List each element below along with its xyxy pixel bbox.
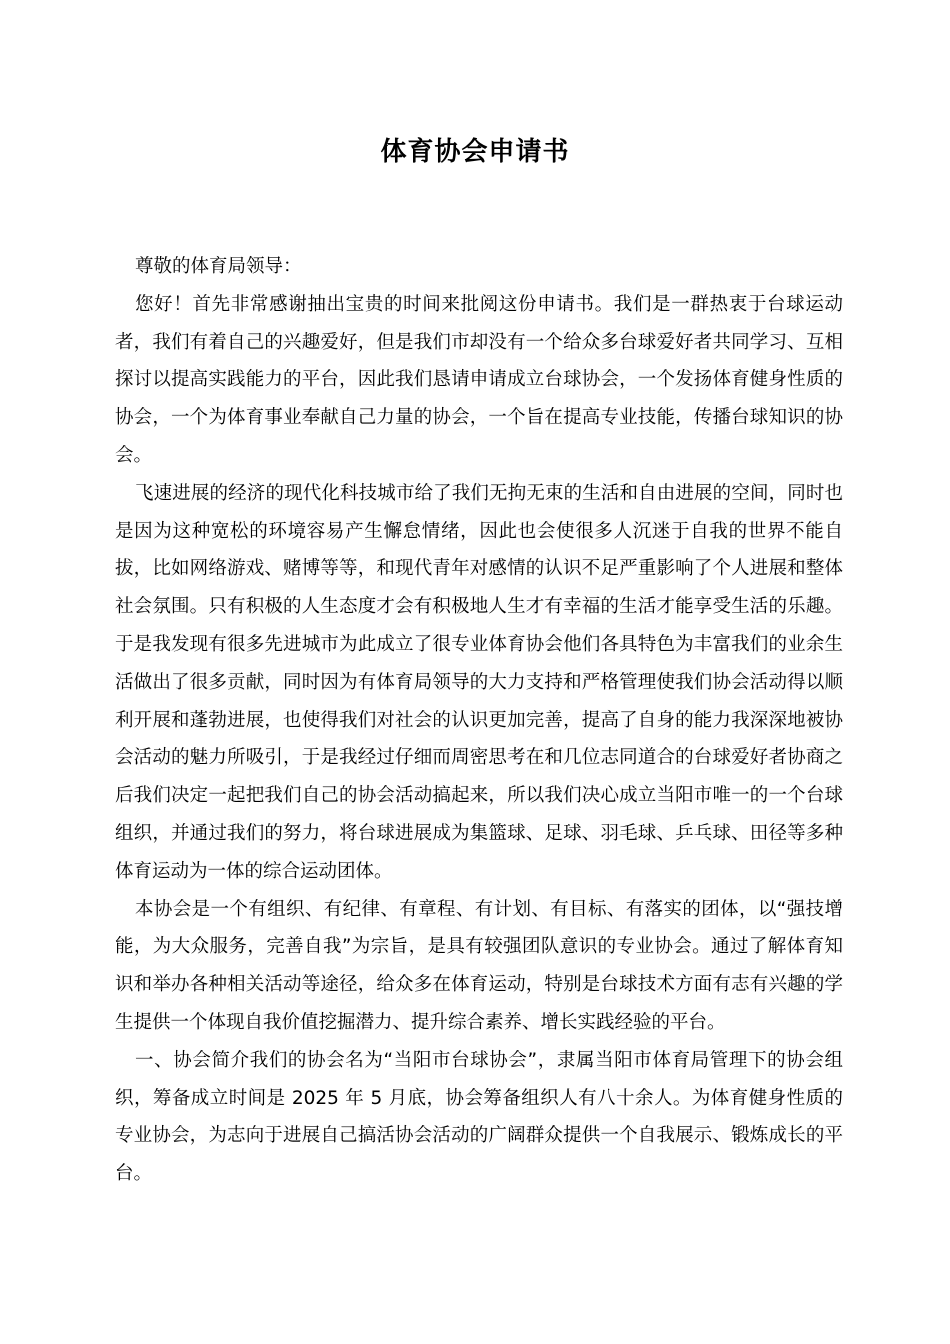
paragraph-background: 飞速进展的经济的现代化科技城市给了我们无拘无束的生活和自由进展的空间，同时也是因为这种宽松的环境容易产生懈怠情绪，因此也会使很多人沉迷于自我的世界不能自拔，比如网络游戏、赌博等等，和现代青年对感情的认识不足严重影响了个人进展和整体社会氛围。只有积极的人生态度才会有积极地人生才有幸福的生活才能享受生活的乐趣。于是我发现有很多先进城市为此成立了很专业体育协会他们各具特色为丰富我们的业余生活做出了很多贡献，同时因为有体育局领导的大力支持和严格管理使我们协会活动得以顺利开展和蓬勃进展，也使得我们对社会的认识更加完善，提高了自身的能力我深深地被协会活动的魅力所吸引，于是我经过仔细而周密思考在和几位志同道合的台球爱好者协商之后我们决定一起把我们自己的协会活动搞起来，所以我们决心成立当阳市唯一的一个台球组织，并通过我们的努力，将台球进展成为集篮球、足球、羽毛球、乒乓球、田径等多种体育运动为一体的综合运动团体。 [115, 482, 843, 882]
document-title: 体育协会申请书 [380, 137, 570, 167]
salutation: 尊敬的体育局领导： [135, 256, 302, 277]
paragraph-introduction: 一、协会简介我们的协会名为“当阳市台球协会”，隶属当阳市体育局管理下的协会组织，筹备成立时间是 2025 年 5 月底，协会筹备组织人有八十余人。为体育健身性质的专业协会，为志向于进展自己搞活协会活动的广阔群众提供一个自我展示、锻炼成长的平台。 [115, 1049, 843, 1185]
document-body [115, 248, 843, 1193]
paragraph-greeting: 您好！首先非常感谢抽出宝贵的时间来批阅这份申请书。我们是一群热衷于台球运动者，我们有着自己的兴趣爱好，但是我们市却没有一个给众多台球爱好者共同学习、互相探讨以提高实践能力的平台，因此我们恳请申请成立台球协会，一个发扬体育健身性质的协会，一个为体育事业奉献自己力量的协会，一个旨在提高专业技能，传播台球知识的协会。 [115, 293, 843, 466]
paragraph-purpose: 本协会是一个有组织、有纪律、有章程、有计划、有目标、有落实的团体，以“强技增能，为大众服务，完善自我”为宗旨，是具有较强团队意识的专业协会。通过了解体育知识和举办各种相关活动等途径，给众多在体育运动，特别是台球技术方面有志有兴趣的学生提供一个体现自我价值挖掘潜力、提升综合素养、增长实践经验的平台。 [115, 898, 843, 1033]
